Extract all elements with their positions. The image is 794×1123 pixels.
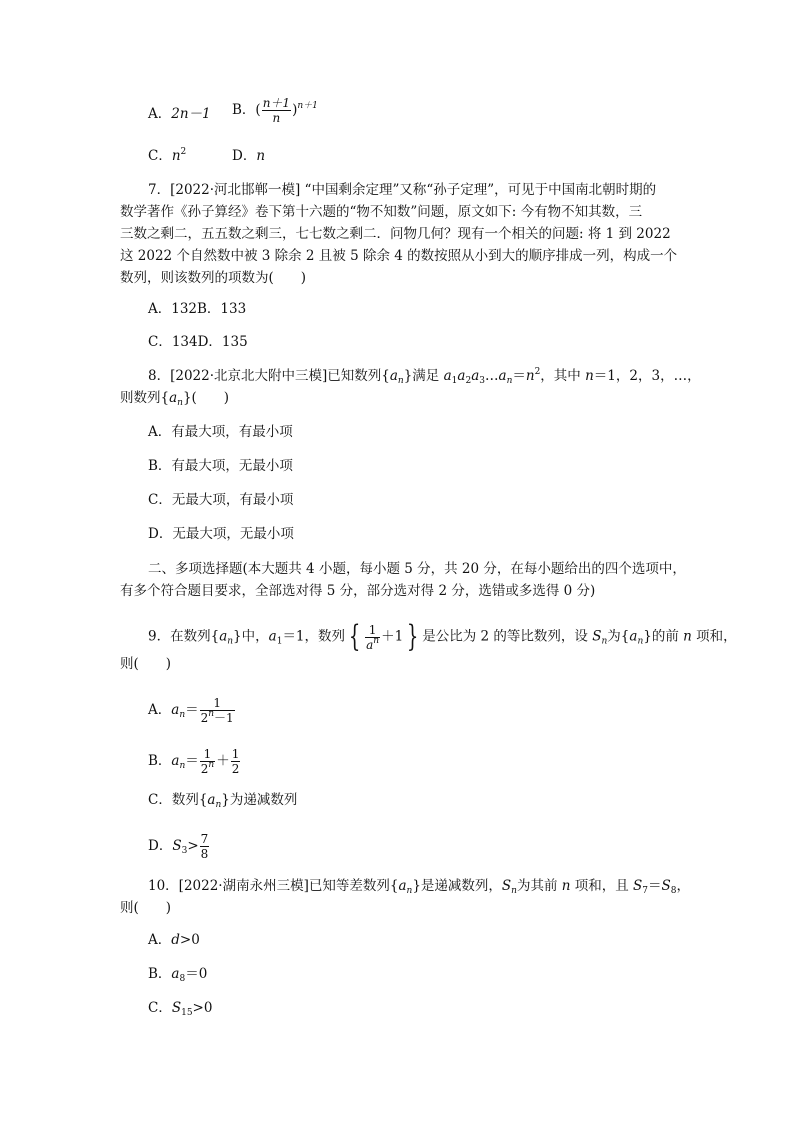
q9-option-d: D．$S_3>$ $\frac{7}{8}$ [148,832,209,861]
fraction: $\frac{1}{2}$ [231,747,240,776]
q8-option-a: A．有最大项，有最小项 [148,424,293,440]
q8-option-b: B．有最大项，无最小项 [148,458,293,474]
q6-option-a: A．2n－1 [148,106,211,122]
q7-line-3: 三数之剩二，五五数之剩三，七七数之剩二．问物几何？现有一个相关的问题: 将 1 到 2022 [120,226,671,242]
q6-option-d: D．n [232,148,266,164]
fraction: $\frac{1}{2^n}$ [200,747,215,776]
q10-option-b: B．$a_8=0$ [148,966,208,984]
section-2-heading-line-1: 二、多项选择题(本大题共 4 小题，每小题 5 分，共 20 分，在每小题给出的四个选项中， [148,561,686,577]
fraction: $\frac{n+1}{n}$ [262,96,291,125]
q7-options-ab: A．132B．133 [148,301,247,317]
q9-option-a: A．$a_n=$ $\frac{1}{2^n-1}$ [148,696,234,725]
q9-option-b: B．$a_n=$ $\frac{1}{2^n}$ ＋ $\frac{1}{2}$ [148,747,240,776]
q8-option-d: D．无最大项，无最小项 [148,526,294,542]
q7-line-5: 数列，则该数列的项数为( ) [120,270,307,286]
q8-option-c: C．无最大项，有最小项 [148,492,294,508]
q10-option-a: A．d>0 [148,932,200,948]
q10-line-2: 则( ) [120,900,172,916]
q6-option-b: B．( $\frac{n+1}{n}$ )$^{n+1}$ [232,96,318,125]
q8-line-2: 则数列$\{a_n\}$( ) [120,390,230,408]
q7-line-1: 7．[2022·河北邯郸一模] “中国剩余定理”又称“孙子定理”，可见于中国南北朝时期的 [148,182,657,198]
q7-options-cd: C．134D．135 [148,334,248,350]
fraction: $\frac{1}{a^n}$ [366,622,380,652]
q8-line-1: 8．[2022·北京北大附中三模]已知数列$\{a_n\}$满足 $a_1a_2a_3\dots a_n=n^2$，其中 n＝1，2，3，…， [148,367,701,386]
q10-option-c: C．$S_{15}>0$ [148,1000,213,1018]
fraction: $\frac{1}{2^n-1}$ [200,696,234,725]
fraction: $\frac{7}{8}$ [200,832,209,861]
q7-line-4: 这 2022 个自然数中被 3 除余 2 且被 5 除余 4 的数按照从小到大的顺序排成一列，构成一个 [120,248,678,264]
q6-option-c: C．$n^2$ [148,147,187,164]
q10-line-1: 10．[2022·湖南永州三模]已知等差数列$\{a_n\}$是递减数列，$S_n$为其前 n 项和，且 $S_7=S_8$， [148,878,691,896]
section-2-heading-line-2: 有多个符合题目要求，全部选对得 5 分，部分选对得 2 分，选错或多选得 0 分) [120,583,596,599]
q9-line-1: 9．在数列$\{a_n\}$中，$a_1=1$，数列 { $\frac{1}{a^n}$ ＋1 } 是公比为 2 的等比数列，设 $S_n$为$\{a_n\}$的前 n 项和， [148,619,737,654]
q7-line-2: 数学著作《孙子算经》卷下第十六题的“物不知数”问题，原文如下: 今有物不知其数，三 [120,204,643,220]
q9-option-c: C．数列$\{a_n\}$为递减数列 [148,792,298,810]
q9-line-2: 则( ) [120,656,172,672]
